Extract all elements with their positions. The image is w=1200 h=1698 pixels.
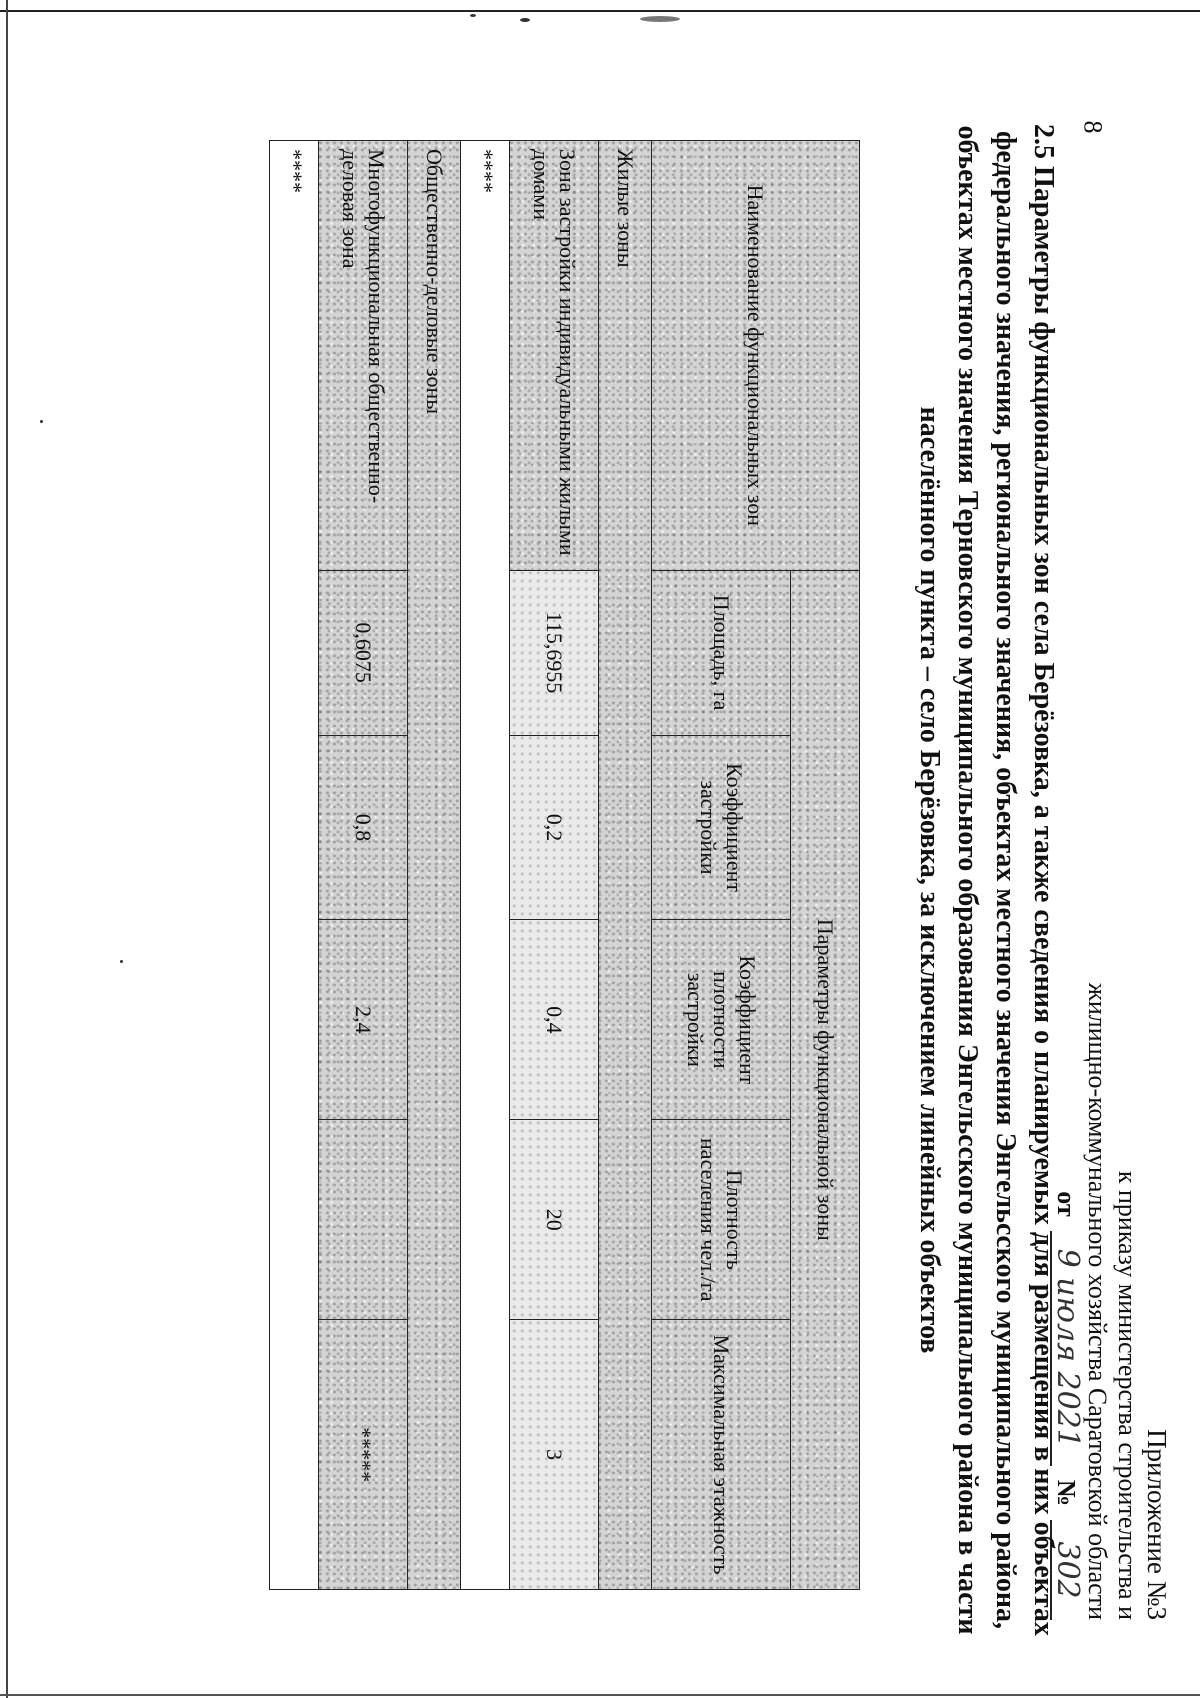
header-zone-name: Наименование функциональных зон bbox=[652, 141, 860, 571]
appendix-header bbox=[1050, 800, 1172, 1620]
from-label: от bbox=[1052, 1191, 1081, 1217]
scan-speck bbox=[640, 16, 680, 22]
appendix-title: Приложение №3 bbox=[1142, 1429, 1172, 1620]
table-section-row bbox=[408, 141, 461, 1590]
section-label-residential: Жилые зоны bbox=[599, 141, 652, 1590]
cell-area: 115,6955 bbox=[510, 570, 599, 735]
cell-max-floors: ***** bbox=[319, 1320, 408, 1590]
scan-speck bbox=[470, 14, 476, 17]
scan-speck bbox=[520, 18, 530, 22]
cell-coef-density: 2,4 bbox=[319, 920, 408, 1120]
header-zone-params: Параметры функциональной зоны bbox=[791, 570, 860, 1589]
zone-parameters-table bbox=[269, 140, 860, 1590]
header-coef-build: Коэффициент застройки bbox=[652, 735, 791, 920]
table-header-row bbox=[791, 141, 860, 1590]
table-section-row bbox=[599, 141, 652, 1590]
cell-max-floors: 3 bbox=[510, 1320, 599, 1590]
page-number: 8 bbox=[1078, 120, 1108, 134]
cell-pop-density: 20 bbox=[510, 1120, 599, 1320]
cell-coef-build: 0,8 bbox=[319, 735, 408, 920]
header-coef-density: Коэффициент плотности застройки bbox=[652, 920, 791, 1120]
cell-coef-build: 0,2 bbox=[510, 735, 599, 920]
page-border-top bbox=[0, 10, 1200, 12]
section-label-public-business: Общественно-деловые зоны bbox=[408, 141, 461, 1590]
page-border-bottom bbox=[0, 1694, 1200, 1696]
header-max-floors: Максимальная этажность bbox=[652, 1320, 791, 1590]
cell-area: 0,6075 bbox=[319, 570, 408, 735]
table-row bbox=[270, 141, 319, 1590]
page-border-left bbox=[6, 0, 8, 1698]
document-title: 2.5 Параметры функциональных зон села Берёзовка, а также сведения о планируемых для размещения в них объектах федерального значения, регионального значения, объектах местного значения Энгельсского муниципального района, объектах местного значения Терновского муниципального образования Энгельсского муниципального района в части населённого пункта – село Берёзовка, за исключением линейных объектов bbox=[914, 124, 1059, 1636]
table-row bbox=[510, 141, 599, 1590]
cell-stars: **** bbox=[461, 141, 510, 1590]
header-pop-density: Плотность населения чел./га bbox=[652, 1120, 791, 1320]
handwritten-number: 302 bbox=[1050, 1520, 1082, 1620]
handwritten-date: 9 июля 2021 bbox=[1050, 1231, 1082, 1466]
number-label: № bbox=[1052, 1479, 1081, 1506]
appendix-line-1: к приказу министерства строительства и bbox=[1113, 1170, 1142, 1620]
cell-pop-density bbox=[319, 1120, 408, 1320]
header-area: Площадь, га bbox=[652, 570, 791, 735]
table-row bbox=[461, 141, 510, 1590]
table-row bbox=[319, 141, 408, 1590]
cell-stars: **** bbox=[270, 141, 319, 1590]
cell-zone-name: Многофункциональная общественно-деловая зона bbox=[319, 141, 408, 571]
rotated-page-content bbox=[40, 100, 1190, 1660]
appendix-line-2: жилищно-коммунального хозяйства Саратовской области bbox=[1083, 982, 1112, 1620]
cell-coef-density: 0,4 bbox=[510, 920, 599, 1120]
cell-zone-name: Зона застройки индивидуальными жилыми домами bbox=[510, 141, 599, 571]
